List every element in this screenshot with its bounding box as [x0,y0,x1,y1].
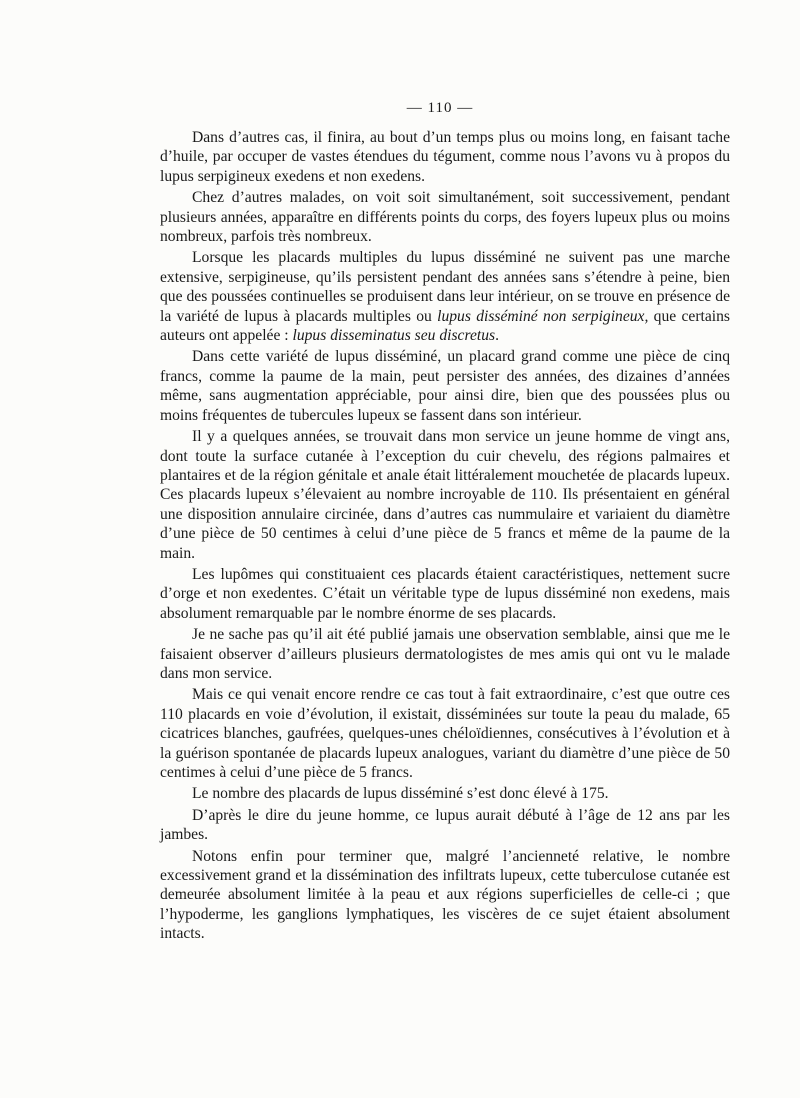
body-text [160,128,730,944]
italic-term: lupus disséminé non serpigineux, [437,307,649,325]
paragraph-text: Lorsque les placards multiples du lupus disséminé ne suivent pas une marche extensive, serpigineuse, qu’ils persistent pendant des années sans s’étendre à peine, bien que des poussées continuelles se produisent dans leur intérieur, on se trouve en présence de la variété de lupus à placards multiples ou [160,249,730,325]
paragraph: Chez d’autres malades, on voit soit simultanément, soit successivement, pendant plusieurs années, apparaître en différents points du corps, des foyers lupeux plus ou moins nombreux, parfois très nombreux. [160,189,730,246]
paragraph: Je ne sache pas qu’il ait été publié jamais une observation semblable, ainsi que me le faisaient observer d’ailleurs plusieurs dermatologistes de mes amis qui ont vu le malade dans mon service. [160,626,730,682]
paragraph: D’après le dire du jeune homme, ce lupus aurait débuté à l’âge de 12 ans par les jambes. [160,806,730,844]
paragraph: Mais ce qui venait encore rendre ce cas tout à fait extraordinaire, c’est que outre ces 110 placards en voie d’évolution, il existait, disséminées sur toute la peau du malade, 65 cicatrices blanches, gaufrées, quelques-unes chéloïdiennes, consécutives à l’évolution et à la guérison spontanée de placards lupeux analogues, variant du diamètre d’une pièce de 50 centimes à celui d’une pièce de 5 francs. [160,686,730,781]
paragraph: Le nombre des placards de lupus disséminé s’est donc élevé à 175. [192,785,609,803]
paragraph: Les lupômes qui constituaient ces placards étaient caractéristiques, nettement sucre d’orge et non exedentes. C’était un véritable type de lupus disséminé non exedens, mais absolument remarquable par le nombre énorme de ses placards. [160,565,730,622]
italic-term: lupus disseminatus seu discretus [292,327,496,345]
paragraph-text: . [495,327,499,345]
paragraph [160,248,730,345]
paragraph: Dans d’autres cas, il finira, au bout d’un temps plus ou moins long, en faisant tache d’huile, par occuper de vastes étendues du tégument, comme nous l’avons vu à propos du lupus serpigineux exedens et non exedens. [160,129,730,185]
page-number: — 110 — [406,100,474,116]
paragraph: Notons enfin pour terminer que, malgré l’ancienneté relative, le nombre excessivement grand et la dissémination des infiltrats lupeux, cette tuberculose cutanée est demeurée absolument limitée à la peau et aux régions superficielles de celle-ci ; que l’hypoderme, les ganglions lymphatiques, les viscères de ce sujet étaient absolument intacts. [160,847,730,943]
paragraph-text: que certains auteurs ont appelée : [160,307,730,345]
paragraph: Dans cette variété de lupus disséminé, un placard grand comme une pièce de cinq francs, comme la paume de la main, peut persister des années, des dizaines d’années même, sans augmentation appréciable, pour ainsi dire, bien que des poussées plus ou moins fréquentes de tubercules lupeux se fassent dans son intérieur. [160,348,730,424]
paragraph: Il y a quelques années, se trouvait dans mon service un jeune homme de vingt ans, dont toute la surface cutanée à l’exception du cuir chevelu, des régions palmaires et plantaires et de la région génitale et anale était littéralement mouchetée de placards lupeux. Ces placards lupeux s’élevaient au nombre incroyable de 110. Ils présentaient en général une disposition annulaire circinée, dans d’autres cas nummulaire et variaient du diamètre d’une pièce de 50 centimes à celui d’une pièce de 5 francs et même de la paume de la main. [160,428,730,562]
